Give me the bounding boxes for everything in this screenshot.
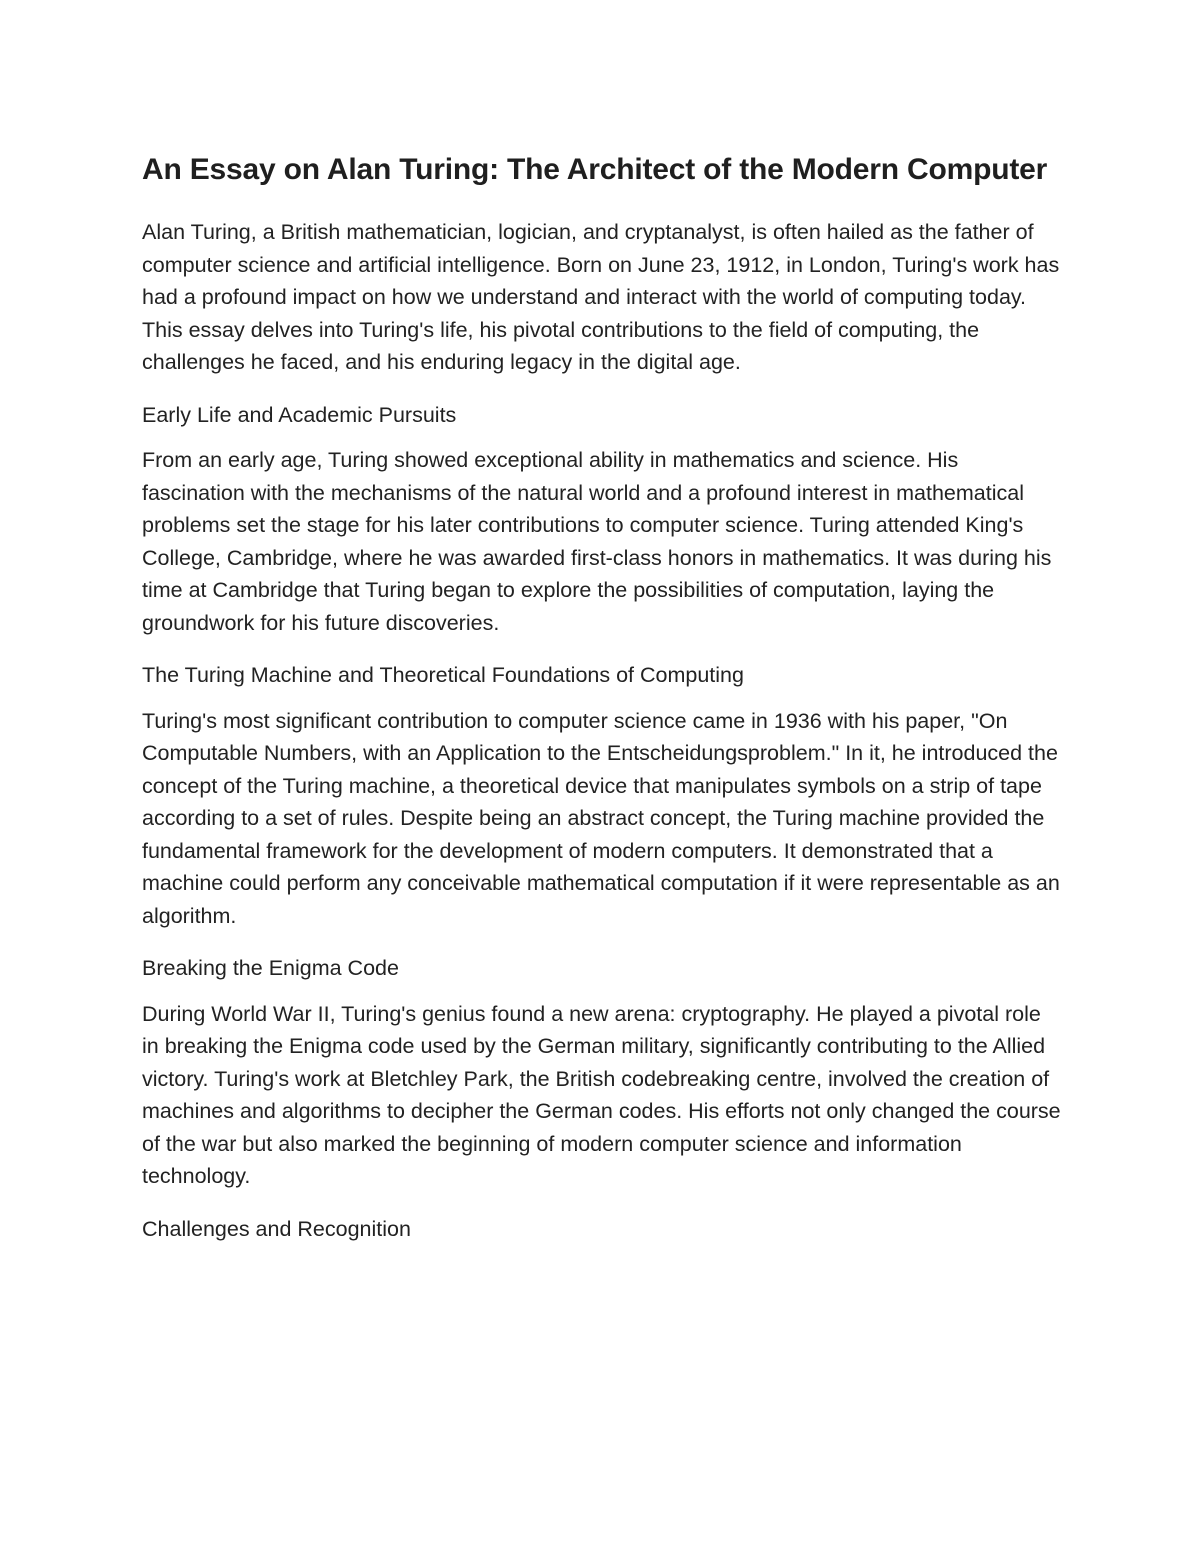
section-heading-turing-machine: The Turing Machine and Theoretical Foundations of Computing xyxy=(142,663,744,687)
section-body-early-life: From an early age, Turing showed exceptional ability in mathematics and science. His fascination with the mechanisms of the natural world and a profound interest in mathematical problems set the stage for his later contributions to computer science. Turing attended King's College, Cambridge, where he was awarded first-class honors in mathematics. It was during his time at Cambridge that Turing began to explore the possibilities of computation, laying the groundwork for his future discoveries. xyxy=(142,448,1052,635)
section-heading-early-life: Early Life and Academic Pursuits xyxy=(142,402,457,427)
intro-paragraph: Alan Turing, a British mathematician, logician, and cryptanalyst, is often hailed as the father of computer science and artificial intelligence. Born on June 23, 1912, in London, Turing's work has had a profound impact on how we understand and interact with the world of computing today. This essay delves into Turing's life, his pivotal contributions to the field of computing, the challenges he faced, and his enduring legacy in the digital age. xyxy=(142,220,1060,374)
section-body-enigma: During World War II, Turing's genius found a new arena: cryptography. He played a pivotal role in breaking the Enigma code used by the German military, significantly contributing to the Allied victory. Turing's work at Bletchley Park, the British codebreaking centre, involved the creation of machines and algorithms to decipher the German codes. His efforts not only changed the course of the war but also marked the beginning of modern computer science and information technology. xyxy=(142,1001,1061,1188)
section-heading-challenges: Challenges and Recognition xyxy=(142,1216,411,1241)
document-body xyxy=(142,138,1062,1245)
section-heading-enigma: Breaking the Enigma Code xyxy=(142,956,399,980)
essay-title: An Essay on Alan Turing: The Architect of the Modern Computer xyxy=(142,153,1048,186)
section-body-turing-machine: Turing's most significant contribution to computer science came in 1936 with his paper, "On Computable Numbers, with an Application to the Entscheidungsproblem." In it, he introduced the concept of the Turing machine, a theoretical device that manipulates symbols on a strip of tape according to a set of rules. Despite being an abstract concept, the Turing machine provided the fundamental framework for the development of modern computers. It demonstrated that a machine could perform any conceivable mathematical computation if it were representable as an algorithm. xyxy=(142,708,1060,928)
